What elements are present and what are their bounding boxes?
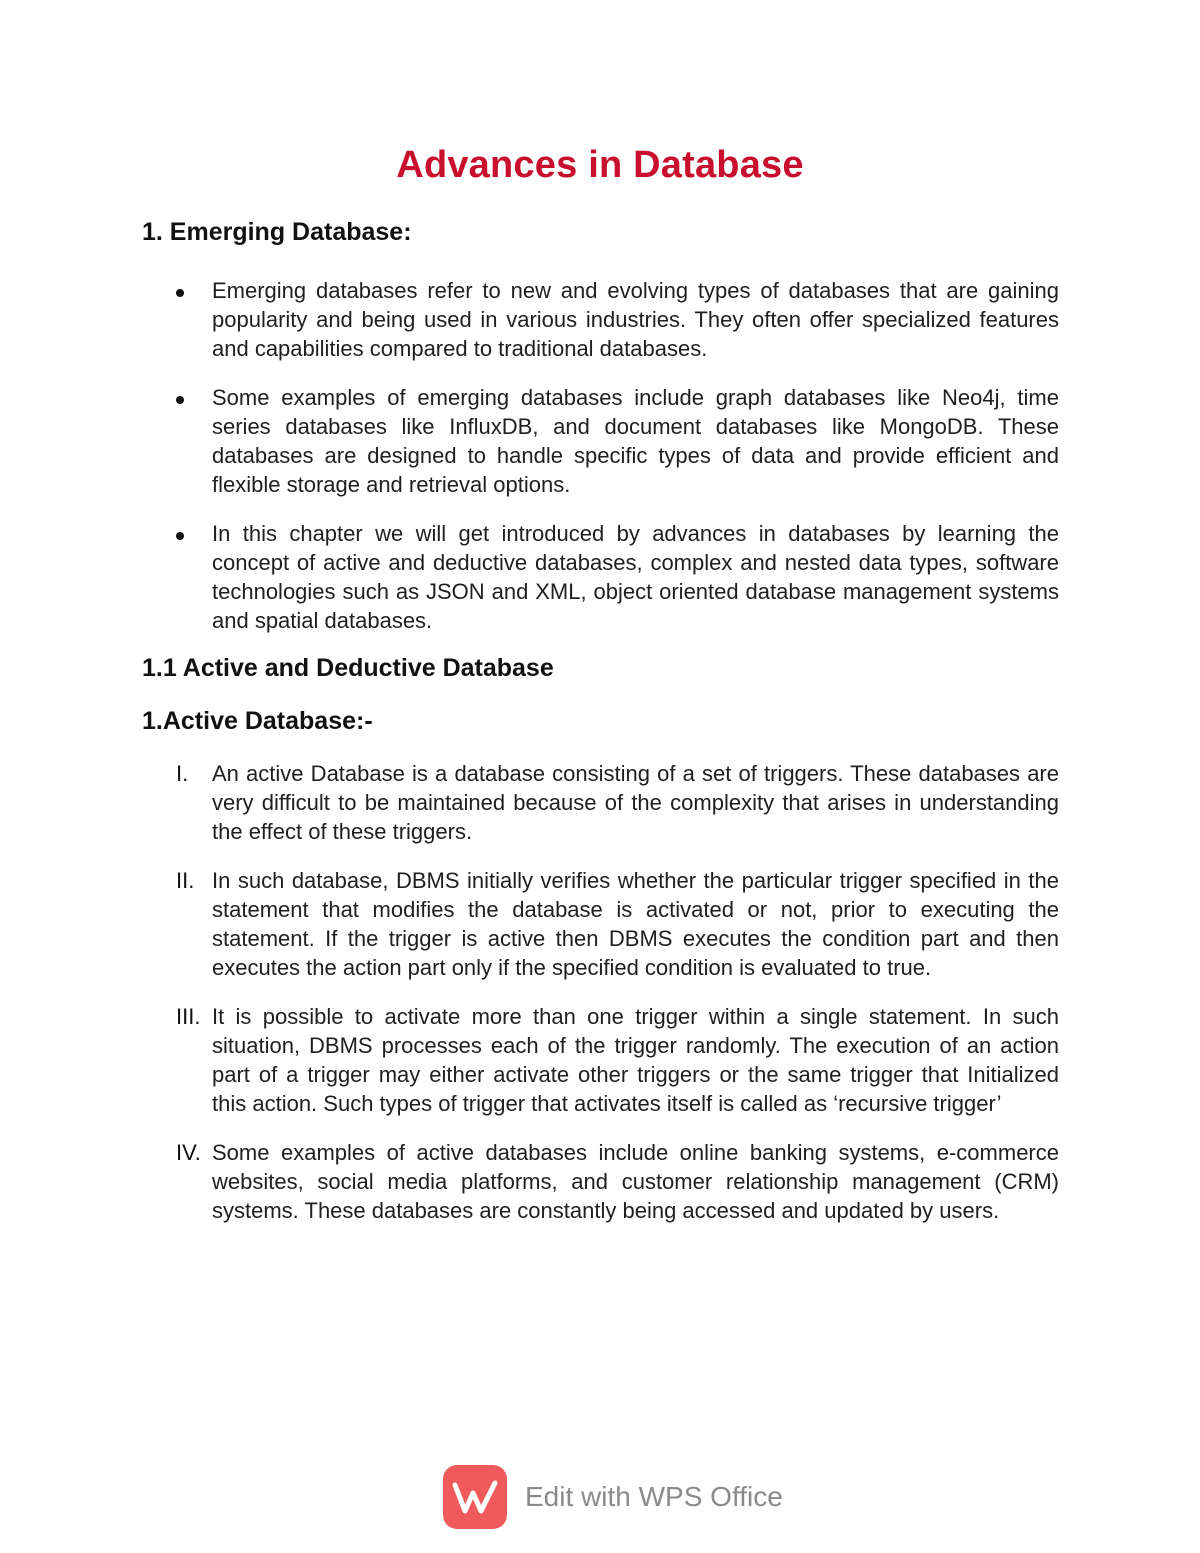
wps-logo-icon [443, 1465, 507, 1529]
wps-watermark-text: Edit with WPS Office [525, 1481, 783, 1512]
list-item [0, 759, 1059, 846]
emerging-database-bullet-list [0, 276, 1200, 655]
roman-numeral: II. [176, 868, 195, 893]
roman-numeral: III. [176, 1004, 201, 1029]
list-item [0, 383, 1059, 499]
section-heading-active-database: 1.Active Database:- [142, 707, 373, 735]
document-title: Advances in Database [396, 144, 804, 186]
item-text: It is possible to activate more than one trigger within a single statement. In such situation, DBMS processes each of the trigger randomly. The execution of an action part of a trigger may either activate other triggers or the same trigger that Initialized this action. Such types of trigger that activates itself is called as ‘recursive trigger’ [212, 1004, 1059, 1116]
item-text: An active Database is a database consisting of a set of triggers. These databases are very difficult to be maintained because of the complexity that arises in understanding the effect of these triggers. [212, 761, 1059, 844]
section-heading-emerging-database: 1. Emerging Database: [142, 218, 412, 246]
list-item [0, 1138, 1059, 1225]
wps-w-glyph-icon [451, 1477, 499, 1517]
section-heading-active-deductive-database: 1.1 Active and Deductive Database [142, 654, 554, 682]
bullet-text: Some examples of emerging databases include graph databases like Neo4j, time series databases like InfluxDB, and document databases like MongoDB. These databases are designed to handle specific types of data and provide efficient and flexible storage and retrieval options. [212, 385, 1059, 497]
list-item [0, 1002, 1059, 1118]
bullet-icon [176, 396, 184, 404]
bullet-icon [176, 532, 184, 540]
roman-numeral: I. [176, 761, 189, 786]
list-item [0, 276, 1059, 363]
bullet-text: In this chapter we will get introduced by advances in databases by learning the concept of active and deductive databases, complex and nested data types, software technologies such as JSON and XML, object oriented database management systems and spatial databases. [212, 521, 1059, 633]
wps-watermark[interactable] [443, 1465, 783, 1529]
bullet-text: Emerging databases refer to new and evolving types of databases that are gaining popularity and being used in various industries. They often offer specialized features and capabilities compared to traditional databases. [212, 278, 1059, 361]
item-text: In such database, DBMS initially verifies whether the particular trigger specified in the statement that modifies the database is activated or not, prior to executing the statement. If the trigger is active then DBMS executes the condition part and then executes the action part only if the specified condition is evaluated to true. [212, 868, 1059, 980]
list-item [0, 866, 1059, 982]
roman-numeral: IV. [176, 1140, 201, 1165]
item-text: Some examples of active databases include online banking systems, e-commerce websites, social media platforms, and customer relationship management (CRM) systems. These databases are constantly being accessed and updated by users. [212, 1140, 1059, 1223]
list-item [0, 519, 1059, 635]
active-database-numbered-list [0, 759, 1200, 1245]
bullet-icon [176, 289, 184, 297]
